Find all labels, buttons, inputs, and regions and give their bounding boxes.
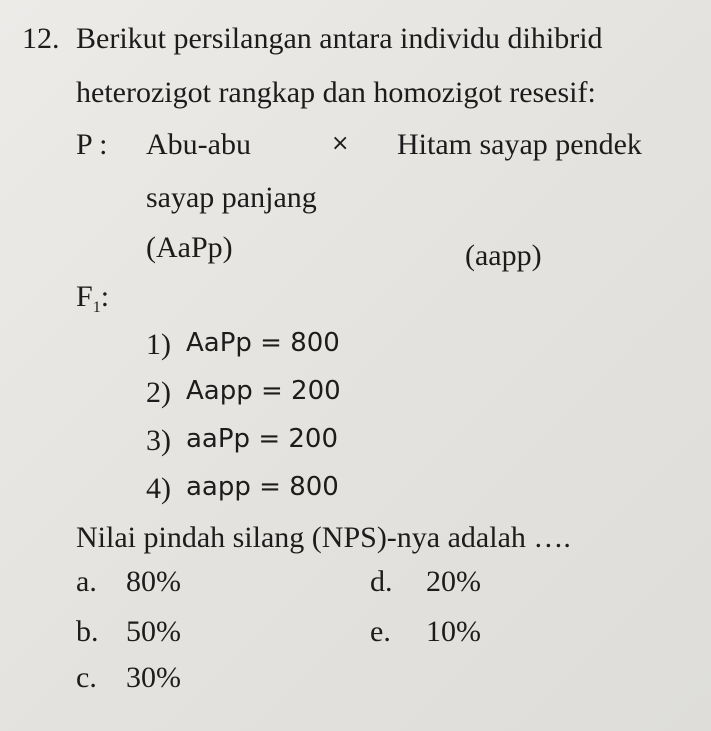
f1-subscript: 1 [92, 299, 101, 316]
option-a-value: 80% [126, 565, 181, 598]
option-c-value: 30% [126, 661, 181, 694]
question-text-line-1: Berikut persilangan antara individu dihibrid [76, 22, 603, 55]
parent-1-phenotype: Abu-abu [146, 128, 251, 161]
cross-symbol: × [331, 131, 350, 156]
f1-label: $F_1$: [76, 280, 110, 316]
parent-2-genotype: (aapp) [465, 239, 542, 272]
option-d-letter: d. [370, 565, 393, 598]
f1-item-number: 2) [146, 376, 171, 409]
option-b-letter: b. [76, 615, 99, 648]
option-e-letter: e. [370, 615, 391, 648]
f1-item-expression: aapp = 800 [186, 472, 339, 502]
f1-item-number: 3) [146, 424, 171, 457]
question-number: 12. [22, 22, 60, 55]
parental-label: P : [76, 128, 108, 161]
question-prompt: Nilai pindah silang (NPS)-nya adalah …. [76, 521, 571, 554]
parent-1-genotype: (AaPp) [146, 231, 233, 264]
f1-item-expression: AaPp = 800 [186, 328, 340, 358]
option-c-letter: c. [76, 661, 97, 694]
question-text-line-2: heterozigot rangkap dan homozigot resesif: [76, 76, 596, 109]
f1-item-number: 4) [146, 472, 171, 505]
option-b-value: 50% [126, 615, 181, 648]
option-a-letter: a. [76, 565, 97, 598]
option-d-value: 20% [426, 565, 481, 598]
f1-item-expression: Aapp = 200 [186, 376, 341, 406]
f1-item-number: 1) [146, 328, 171, 361]
f1-item-expression: aaPp = 200 [186, 424, 338, 454]
parent-2-phenotype: Hitam sayap pendek [397, 128, 642, 161]
option-e-value: 10% [426, 615, 481, 648]
parent-1-phenotype-line-2: sayap panjang [146, 181, 317, 214]
